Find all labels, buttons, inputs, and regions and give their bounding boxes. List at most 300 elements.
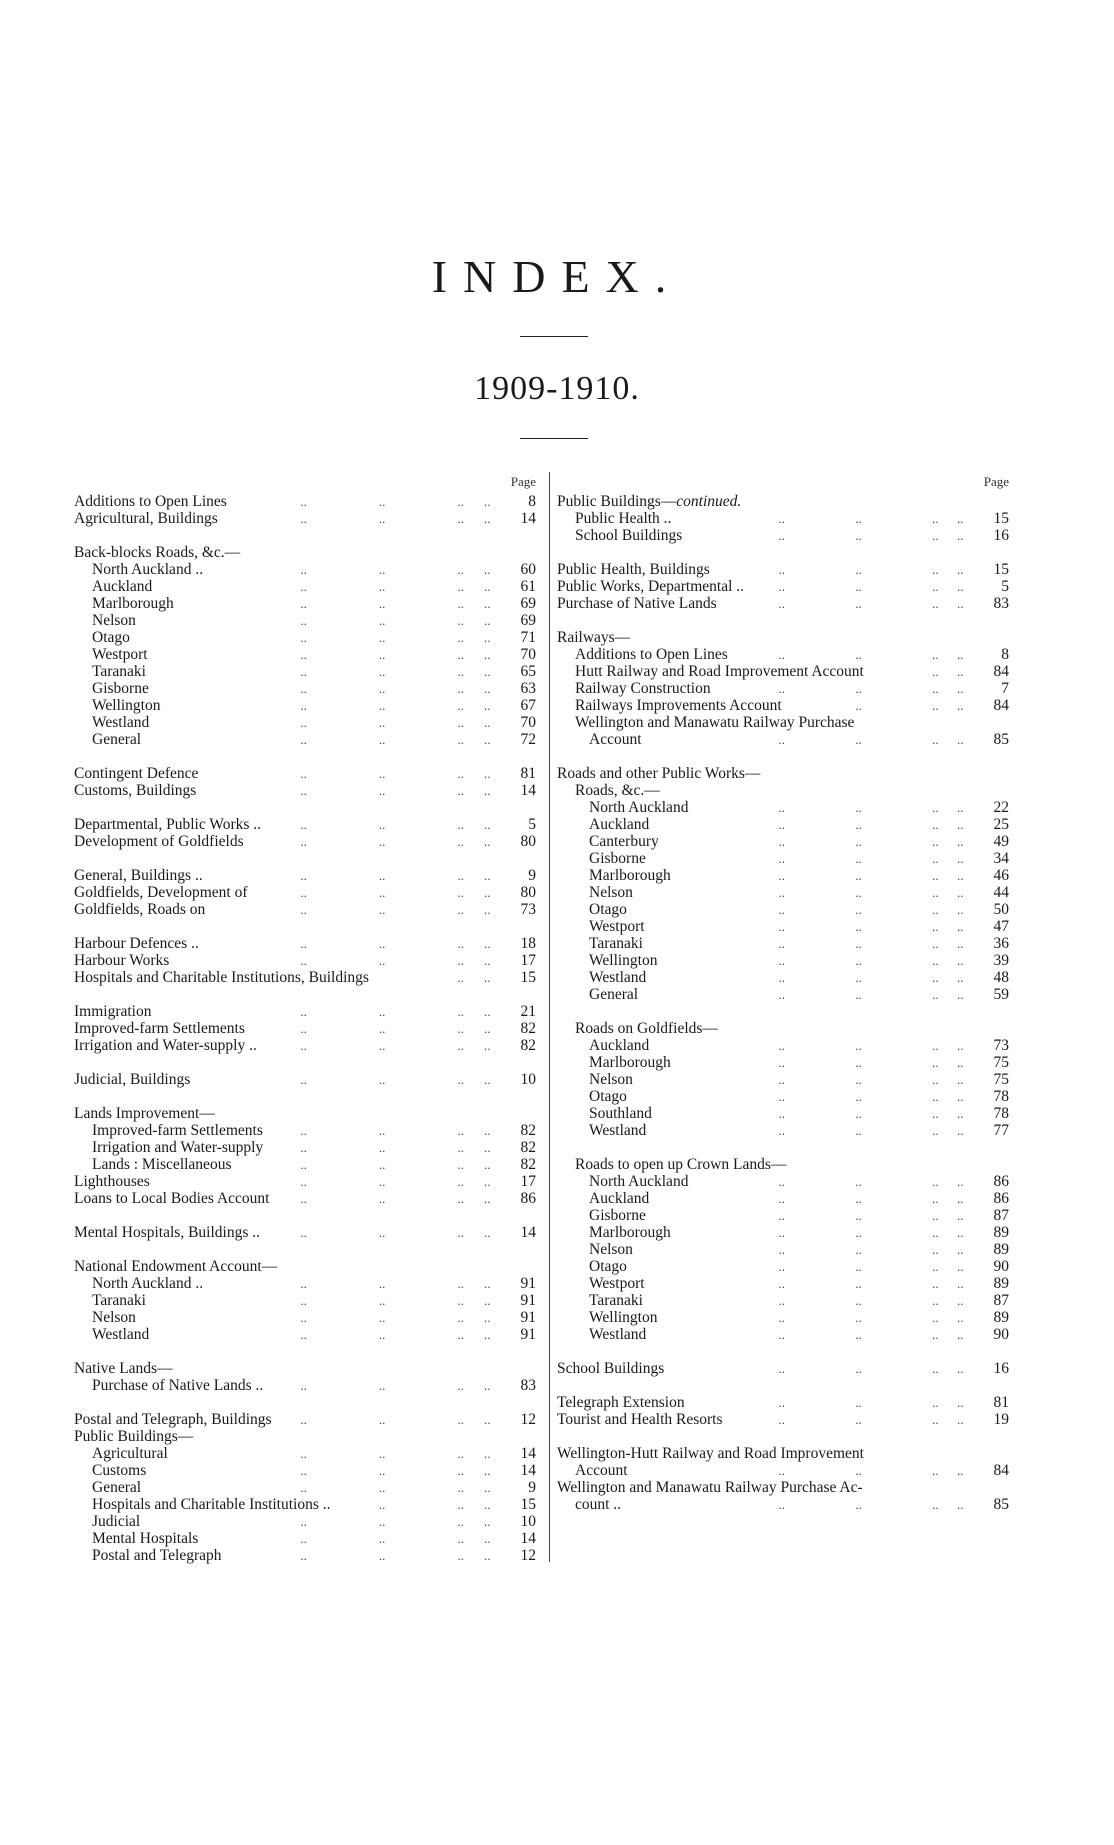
leader-dot-pair: .. <box>484 1225 491 1240</box>
entry-page-number: 14 <box>520 510 536 527</box>
entry-label: Auckland <box>589 816 650 833</box>
leader-dot-pair: .. <box>378 579 386 594</box>
entry-page-number: 71 <box>520 629 536 646</box>
leader-dot-pair: .. <box>378 868 386 883</box>
leader-dot-pair: .. <box>855 817 862 832</box>
index-entry <box>74 1275 536 1292</box>
leader-dot-pair: .. <box>932 1395 939 1410</box>
leader-dot-pair: .. <box>457 511 464 526</box>
leader-dot-pair: .. <box>778 1497 785 1512</box>
leader-dot-pair: .. <box>957 647 964 662</box>
leader-dot-pair: .. <box>457 1446 464 1461</box>
leader-dot-pair: .. <box>457 1123 464 1138</box>
leader-dot-pair: .. <box>778 1106 785 1121</box>
index-entry <box>74 901 536 918</box>
entry-page-number: 82 <box>520 1122 536 1139</box>
index-entry <box>74 935 536 952</box>
leader-dot-pair: .. <box>778 647 785 662</box>
index-entry <box>74 493 536 510</box>
entry-label: Taranaki <box>92 663 146 680</box>
index-entry <box>557 1309 1009 1326</box>
entry-page-number: 49 <box>993 833 1009 850</box>
leader-dot-pair: .. <box>855 868 862 883</box>
leader-dot-pair: .. <box>484 732 491 747</box>
leader-dot-pair: .. <box>778 1242 785 1257</box>
leader-dot-pair: .. <box>300 715 307 730</box>
entry-label: Wellington and Manawatu Railway Purchase <box>575 714 855 731</box>
leader-dot-pair: .. <box>457 1548 464 1563</box>
entry-page-number: 83 <box>520 1377 536 1394</box>
leader-dot-pair: .. <box>378 902 386 917</box>
leader-dot-pair: .. <box>957 1497 964 1512</box>
leader-dot-pair: .. <box>778 1072 785 1087</box>
index-entry <box>74 816 536 833</box>
entry-label: Agricultural <box>92 1445 168 1462</box>
leader-dot-pair: .. <box>457 885 464 900</box>
index-entry <box>557 1054 1009 1071</box>
entry-label: Westland <box>589 1122 647 1139</box>
leader-dot-pair: .. <box>932 732 939 747</box>
index-entry <box>74 612 536 629</box>
leader-dot-pair: .. <box>484 1276 491 1291</box>
leader-dot-pair: .. <box>778 834 785 849</box>
entry-label: General <box>92 731 142 748</box>
leader-dot-pair: .. <box>957 817 964 832</box>
leader-dot-pair: .. <box>932 1293 939 1308</box>
index-entry <box>74 1530 536 1547</box>
leader-dot-pair: .. <box>378 613 386 628</box>
entry-label: Postal and Telegraph <box>92 1547 222 1564</box>
leader-dot-pair: .. <box>457 1378 464 1393</box>
index-entry <box>557 1241 1009 1258</box>
leader-dot-pair: .. <box>957 885 964 900</box>
entry-label: Roads, &c.— <box>575 782 660 799</box>
entry-label: General <box>92 1479 142 1496</box>
leader-dot-pair: .. <box>932 1106 939 1121</box>
leader-dot-pair: .. <box>957 800 964 815</box>
leader-dot-pair: .. <box>957 1242 964 1257</box>
index-entry <box>74 1173 536 1190</box>
entry-label: Wellington <box>92 697 161 714</box>
entry-label: Customs <box>92 1462 147 1479</box>
index-entry <box>557 1445 1009 1462</box>
leader-dot-pair: .. <box>855 1361 862 1376</box>
index-entry <box>74 578 536 595</box>
entry-page-number: 91 <box>520 1309 536 1326</box>
index-entry <box>557 578 1009 595</box>
entry-page-number: 82 <box>520 1037 536 1054</box>
index-entry <box>557 1411 1009 1428</box>
entry-label: Roads and other Public Works— <box>557 765 761 782</box>
entry-label: General <box>589 986 639 1003</box>
leader-dot-pair: .. <box>457 1225 464 1240</box>
index-column-left <box>74 0 536 1845</box>
leader-dot-pair: .. <box>378 1412 386 1427</box>
entry-page-number: 8 <box>1001 646 1009 663</box>
leader-dot-pair: .. <box>778 1225 785 1240</box>
entry-label: Irrigation and Water-supply .. <box>74 1037 257 1054</box>
leader-dot-pair: .. <box>300 511 307 526</box>
leader-dot-pair: .. <box>957 1293 964 1308</box>
leader-dot-pair: .. <box>932 1259 939 1274</box>
leader-dot-pair: .. <box>378 1446 386 1461</box>
leader-dot-pair: .. <box>932 681 939 696</box>
leader-dot-pair: .. <box>957 1259 964 1274</box>
entry-page-number: 5 <box>528 816 536 833</box>
leader-dot-pair: .. <box>457 732 464 747</box>
entry-label: Westland <box>92 714 150 731</box>
index-entry <box>74 629 536 646</box>
leader-dot-pair: .. <box>932 664 939 679</box>
leader-dot-pair: .. <box>484 902 491 917</box>
entry-page-number: 84 <box>993 1462 1009 1479</box>
entry-label: Westport <box>92 646 148 663</box>
entry-label: Marlborough <box>589 1224 671 1241</box>
index-entry <box>74 1258 536 1275</box>
entry-label: Lands Improvement— <box>74 1105 215 1122</box>
index-entry <box>74 1462 536 1479</box>
entry-page-number: 44 <box>993 884 1009 901</box>
leader-dot-pair: .. <box>855 732 862 747</box>
entry-label: Telegraph Extension <box>557 1394 685 1411</box>
leader-dot-pair: .. <box>378 766 386 781</box>
entry-label: Roads on Goldfields— <box>575 1020 718 1037</box>
column-divider <box>549 472 550 1562</box>
entry-page-number: 87 <box>993 1207 1009 1224</box>
index-entry <box>74 1292 536 1309</box>
leader-dot-pair: .. <box>957 1072 964 1087</box>
leader-dot-pair: .. <box>457 1531 464 1546</box>
leader-dot-pair: .. <box>932 596 939 611</box>
leader-dot-pair: .. <box>932 1038 939 1053</box>
leader-dot-pair: .. <box>855 1106 862 1121</box>
entry-page-number: 10 <box>520 1071 536 1088</box>
leader-dot-pair: .. <box>457 1276 464 1291</box>
leader-dot-pair: .. <box>957 953 964 968</box>
leader-dot-pair: .. <box>300 664 307 679</box>
entry-label: Mental Hospitals, Buildings .. <box>74 1224 260 1241</box>
leader-dot-pair: .. <box>300 1480 307 1495</box>
leader-dot-pair: .. <box>855 1242 862 1257</box>
entry-page-number: 67 <box>520 697 536 714</box>
leader-dot-pair: .. <box>300 698 307 713</box>
leader-dot-pair: .. <box>378 1531 386 1546</box>
leader-dot-pair: .. <box>855 1208 862 1223</box>
leader-dot-pair: .. <box>457 1038 464 1053</box>
leader-dot-pair: .. <box>932 528 939 543</box>
entry-label: Goldfields, Roads on <box>74 901 206 918</box>
leader-dot-pair: .. <box>300 885 307 900</box>
leader-dot-pair: .. <box>457 936 464 951</box>
index-entry <box>74 1156 536 1173</box>
entry-page-number: 69 <box>520 612 536 629</box>
leader-dot-pair: .. <box>957 562 964 577</box>
leader-dot-pair: .. <box>484 1463 491 1478</box>
leader-dot-pair: .. <box>484 647 491 662</box>
entry-page-number: 12 <box>520 1547 536 1564</box>
index-entry <box>557 799 1009 816</box>
leader-dot-pair: .. <box>932 1497 939 1512</box>
index-entry <box>74 680 536 697</box>
leader-dot-pair: .. <box>457 766 464 781</box>
leader-dot-pair: .. <box>378 1225 386 1240</box>
leader-dot-pair: .. <box>484 1123 491 1138</box>
leader-dot-pair: .. <box>957 1038 964 1053</box>
entry-label: Mental Hospitals <box>92 1530 199 1547</box>
entry-page-number: 16 <box>993 527 1009 544</box>
entry-page-number: 61 <box>520 578 536 595</box>
leader-dot-pair: .. <box>457 817 464 832</box>
entry-label: Wellington <box>589 1309 658 1326</box>
leader-dot-pair: .. <box>855 511 862 526</box>
leader-dot-pair: .. <box>778 953 785 968</box>
leader-dot-pair: .. <box>300 1004 307 1019</box>
leader-dot-pair: .. <box>484 1004 491 1019</box>
leader-dot-pair: .. <box>957 1463 964 1478</box>
entry-label: General, Buildings .. <box>74 867 203 884</box>
entry-page-number: 84 <box>993 663 1009 680</box>
leader-dot-pair: .. <box>957 1174 964 1189</box>
leader-dot-pair: .. <box>855 1293 862 1308</box>
leader-dot-pair: .. <box>300 1378 307 1393</box>
entry-label: Customs, Buildings <box>74 782 197 799</box>
entry-page-number: 73 <box>520 901 536 918</box>
leader-dot-pair: .. <box>300 1038 307 1053</box>
leader-dot-pair: .. <box>484 834 491 849</box>
index-entry <box>74 1020 536 1037</box>
leader-dot-pair: .. <box>457 1463 464 1478</box>
leader-dot-pair: .. <box>855 851 862 866</box>
leader-dot-pair: .. <box>457 1191 464 1206</box>
leader-dot-pair: .. <box>932 1055 939 1070</box>
entry-page-number: 21 <box>520 1003 536 1020</box>
index-entry <box>74 1003 536 1020</box>
leader-dot-pair: .. <box>932 987 939 1002</box>
entry-page-number: 70 <box>520 646 536 663</box>
leader-dot-pair: .. <box>932 579 939 594</box>
leader-dot-pair: .. <box>457 1174 464 1189</box>
leader-dot-pair: .. <box>457 1497 464 1512</box>
leader-dot-pair: .. <box>484 715 491 730</box>
entry-page-number: 87 <box>993 1292 1009 1309</box>
leader-dot-pair: .. <box>932 817 939 832</box>
leader-dot-pair: .. <box>378 698 386 713</box>
leader-dot-pair: .. <box>957 1208 964 1223</box>
entry-label: Judicial, Buildings <box>74 1071 191 1088</box>
leader-dot-pair: .. <box>932 562 939 577</box>
entry-label: Marlborough <box>589 1054 671 1071</box>
leader-dot-pair: .. <box>457 1021 464 1036</box>
leader-dot-pair: .. <box>778 528 785 543</box>
leader-dot-pair: .. <box>957 732 964 747</box>
leader-dot-pair: .. <box>484 1514 491 1529</box>
leader-dot-pair: .. <box>778 902 785 917</box>
leader-dot-pair: .. <box>855 953 862 968</box>
leader-dot-pair: .. <box>378 1276 386 1291</box>
leader-dot-pair: .. <box>484 698 491 713</box>
leader-dot-pair: .. <box>300 783 307 798</box>
entry-page-number: 91 <box>520 1326 536 1343</box>
leader-dot-pair: .. <box>484 953 491 968</box>
index-entry <box>557 1105 1009 1122</box>
leader-dot-pair: .. <box>855 1055 862 1070</box>
leader-dot-pair: .. <box>300 1021 307 1036</box>
leader-dot-pair: .. <box>378 596 386 611</box>
leader-dot-pair: .. <box>778 1327 785 1342</box>
leader-dot-pair: .. <box>778 1395 785 1410</box>
index-entry <box>74 1309 536 1326</box>
index-entry <box>557 1071 1009 1088</box>
leader-dot-pair: .. <box>484 1327 491 1342</box>
index-entry <box>557 884 1009 901</box>
index-entry <box>557 1462 1009 1479</box>
leader-dot-pair: .. <box>957 1089 964 1104</box>
leader-dot-pair: .. <box>484 1140 491 1155</box>
entry-label: Hutt Railway and Road Improvement Account <box>575 663 864 680</box>
entry-label: Lands : Miscellaneous <box>92 1156 232 1173</box>
leader-dot-pair: .. <box>484 1412 491 1427</box>
leader-dot-pair: .. <box>957 834 964 849</box>
leader-dot-pair: .. <box>457 715 464 730</box>
leader-dot-pair: .. <box>855 1123 862 1138</box>
entry-page-number: 39 <box>993 952 1009 969</box>
entry-page-number: 82 <box>520 1156 536 1173</box>
entry-label: Departmental, Public Works .. <box>74 816 262 833</box>
leader-dot-pair: .. <box>932 1361 939 1376</box>
entry-label: Otago <box>589 1258 627 1275</box>
entry-page-number: 90 <box>993 1258 1009 1275</box>
leader-dot-pair: .. <box>957 528 964 543</box>
entry-label: Otago <box>589 901 627 918</box>
entry-label: Postal and Telegraph, Buildings <box>74 1411 272 1428</box>
leader-dot-pair: .. <box>957 936 964 951</box>
leader-dot-pair: .. <box>932 1072 939 1087</box>
index-entry <box>557 833 1009 850</box>
entry-page-number: 86 <box>520 1190 536 1207</box>
entry-page-number: 73 <box>993 1037 1009 1054</box>
leader-dot-pair: .. <box>484 1531 491 1546</box>
leader-dot-pair: .. <box>378 681 386 696</box>
leader-dot-pair: .. <box>932 936 939 951</box>
leader-dot-pair: .. <box>957 987 964 1002</box>
leader-dot-pair: .. <box>300 902 307 917</box>
entry-page-number: 12 <box>520 1411 536 1428</box>
leader-dot-pair: .. <box>378 562 386 577</box>
leader-dot-pair: .. <box>484 1021 491 1036</box>
entry-label: Lighthouses <box>74 1173 150 1190</box>
leader-dot-pair: .. <box>932 868 939 883</box>
index-entry <box>74 1071 536 1088</box>
entry-page-number: 50 <box>993 901 1009 918</box>
leader-dot-pair: .. <box>378 783 386 798</box>
leader-dot-pair: .. <box>378 732 386 747</box>
leader-dot-pair: .. <box>484 596 491 611</box>
leader-dot-pair: .. <box>378 511 386 526</box>
entry-page-number: 70 <box>520 714 536 731</box>
index-entry <box>74 952 536 969</box>
leader-dot-pair: .. <box>484 936 491 951</box>
entry-page-number: 47 <box>993 918 1009 935</box>
index-entry <box>557 1326 1009 1343</box>
leader-dot-pair: .. <box>932 1225 939 1240</box>
leader-dot-pair: .. <box>378 1140 386 1155</box>
index-entry <box>74 1037 536 1054</box>
leader-dot-pair: .. <box>855 970 862 985</box>
leader-dot-pair: .. <box>300 1293 307 1308</box>
entry-label: Wellington and Manawatu Railway Purchase Ac- <box>557 1479 863 1496</box>
index-entry <box>557 731 1009 748</box>
entry-page-number: 9 <box>528 1479 536 1496</box>
leader-dot-pair: .. <box>457 1157 464 1172</box>
entry-label: Railways— <box>557 629 631 646</box>
entry-page-number: 16 <box>993 1360 1009 1377</box>
entry-page-number: 77 <box>993 1122 1009 1139</box>
index-entry <box>557 1037 1009 1054</box>
index-entry <box>557 969 1009 986</box>
leader-dot-pair: .. <box>932 1310 939 1325</box>
leader-dot-pair: .. <box>484 766 491 781</box>
leader-dot-pair: .. <box>484 1157 491 1172</box>
leader-dot-pair: .. <box>457 1310 464 1325</box>
entry-page-number: 91 <box>520 1275 536 1292</box>
entry-label: Goldfields, Development of <box>74 884 248 901</box>
leader-dot-pair: .. <box>932 1191 939 1206</box>
leader-dot-pair: .. <box>778 511 785 526</box>
leader-dot-pair: .. <box>378 1514 386 1529</box>
leader-dot-pair: .. <box>378 834 386 849</box>
leader-dot-pair: .. <box>932 1412 939 1427</box>
index-entry <box>557 1258 1009 1275</box>
leader-dot-pair: .. <box>778 1293 785 1308</box>
leader-dot-pair: .. <box>778 1310 785 1325</box>
index-entry <box>557 782 1009 799</box>
entry-page-number: 14 <box>520 782 536 799</box>
index-entry <box>557 816 1009 833</box>
entry-page-number: 89 <box>993 1241 1009 1258</box>
leader-dot-pair: .. <box>484 1293 491 1308</box>
index-entry <box>74 544 536 561</box>
leader-dot-pair: .. <box>300 1225 307 1240</box>
index-entry <box>74 1105 536 1122</box>
entry-page-number: 89 <box>993 1224 1009 1241</box>
entry-label: Account <box>589 731 642 748</box>
leader-dot-pair: .. <box>378 647 386 662</box>
leader-dot-pair: .. <box>300 647 307 662</box>
leader-dot-pair: .. <box>378 1497 386 1512</box>
leader-dot-pair: .. <box>457 834 464 849</box>
entry-label: Auckland <box>589 1190 650 1207</box>
index-entry <box>557 646 1009 663</box>
leader-dot-pair: .. <box>957 970 964 985</box>
leader-dot-pair: .. <box>957 902 964 917</box>
entry-label: National Endowment Account— <box>74 1258 278 1275</box>
leader-dot-pair: .. <box>855 1174 862 1189</box>
leader-dot-pair: .. <box>484 1310 491 1325</box>
entry-label: Taranaki <box>589 1292 643 1309</box>
entry-label: Westland <box>589 1326 647 1343</box>
leader-dot-pair: .. <box>300 1072 307 1087</box>
entry-label: Loans to Local Bodies Account <box>74 1190 270 1207</box>
entry-label: Gisborne <box>589 1207 646 1224</box>
entry-label: Nelson <box>589 884 633 901</box>
leader-dot-pair: .. <box>484 613 491 628</box>
entry-label: Public Buildings—continued. <box>557 493 742 510</box>
entry-label: Harbour Defences .. <box>74 935 199 952</box>
entry-label: Westland <box>589 969 647 986</box>
index-entry <box>74 1360 536 1377</box>
leader-dot-pair: .. <box>300 494 307 509</box>
leader-dot-pair: .. <box>300 681 307 696</box>
